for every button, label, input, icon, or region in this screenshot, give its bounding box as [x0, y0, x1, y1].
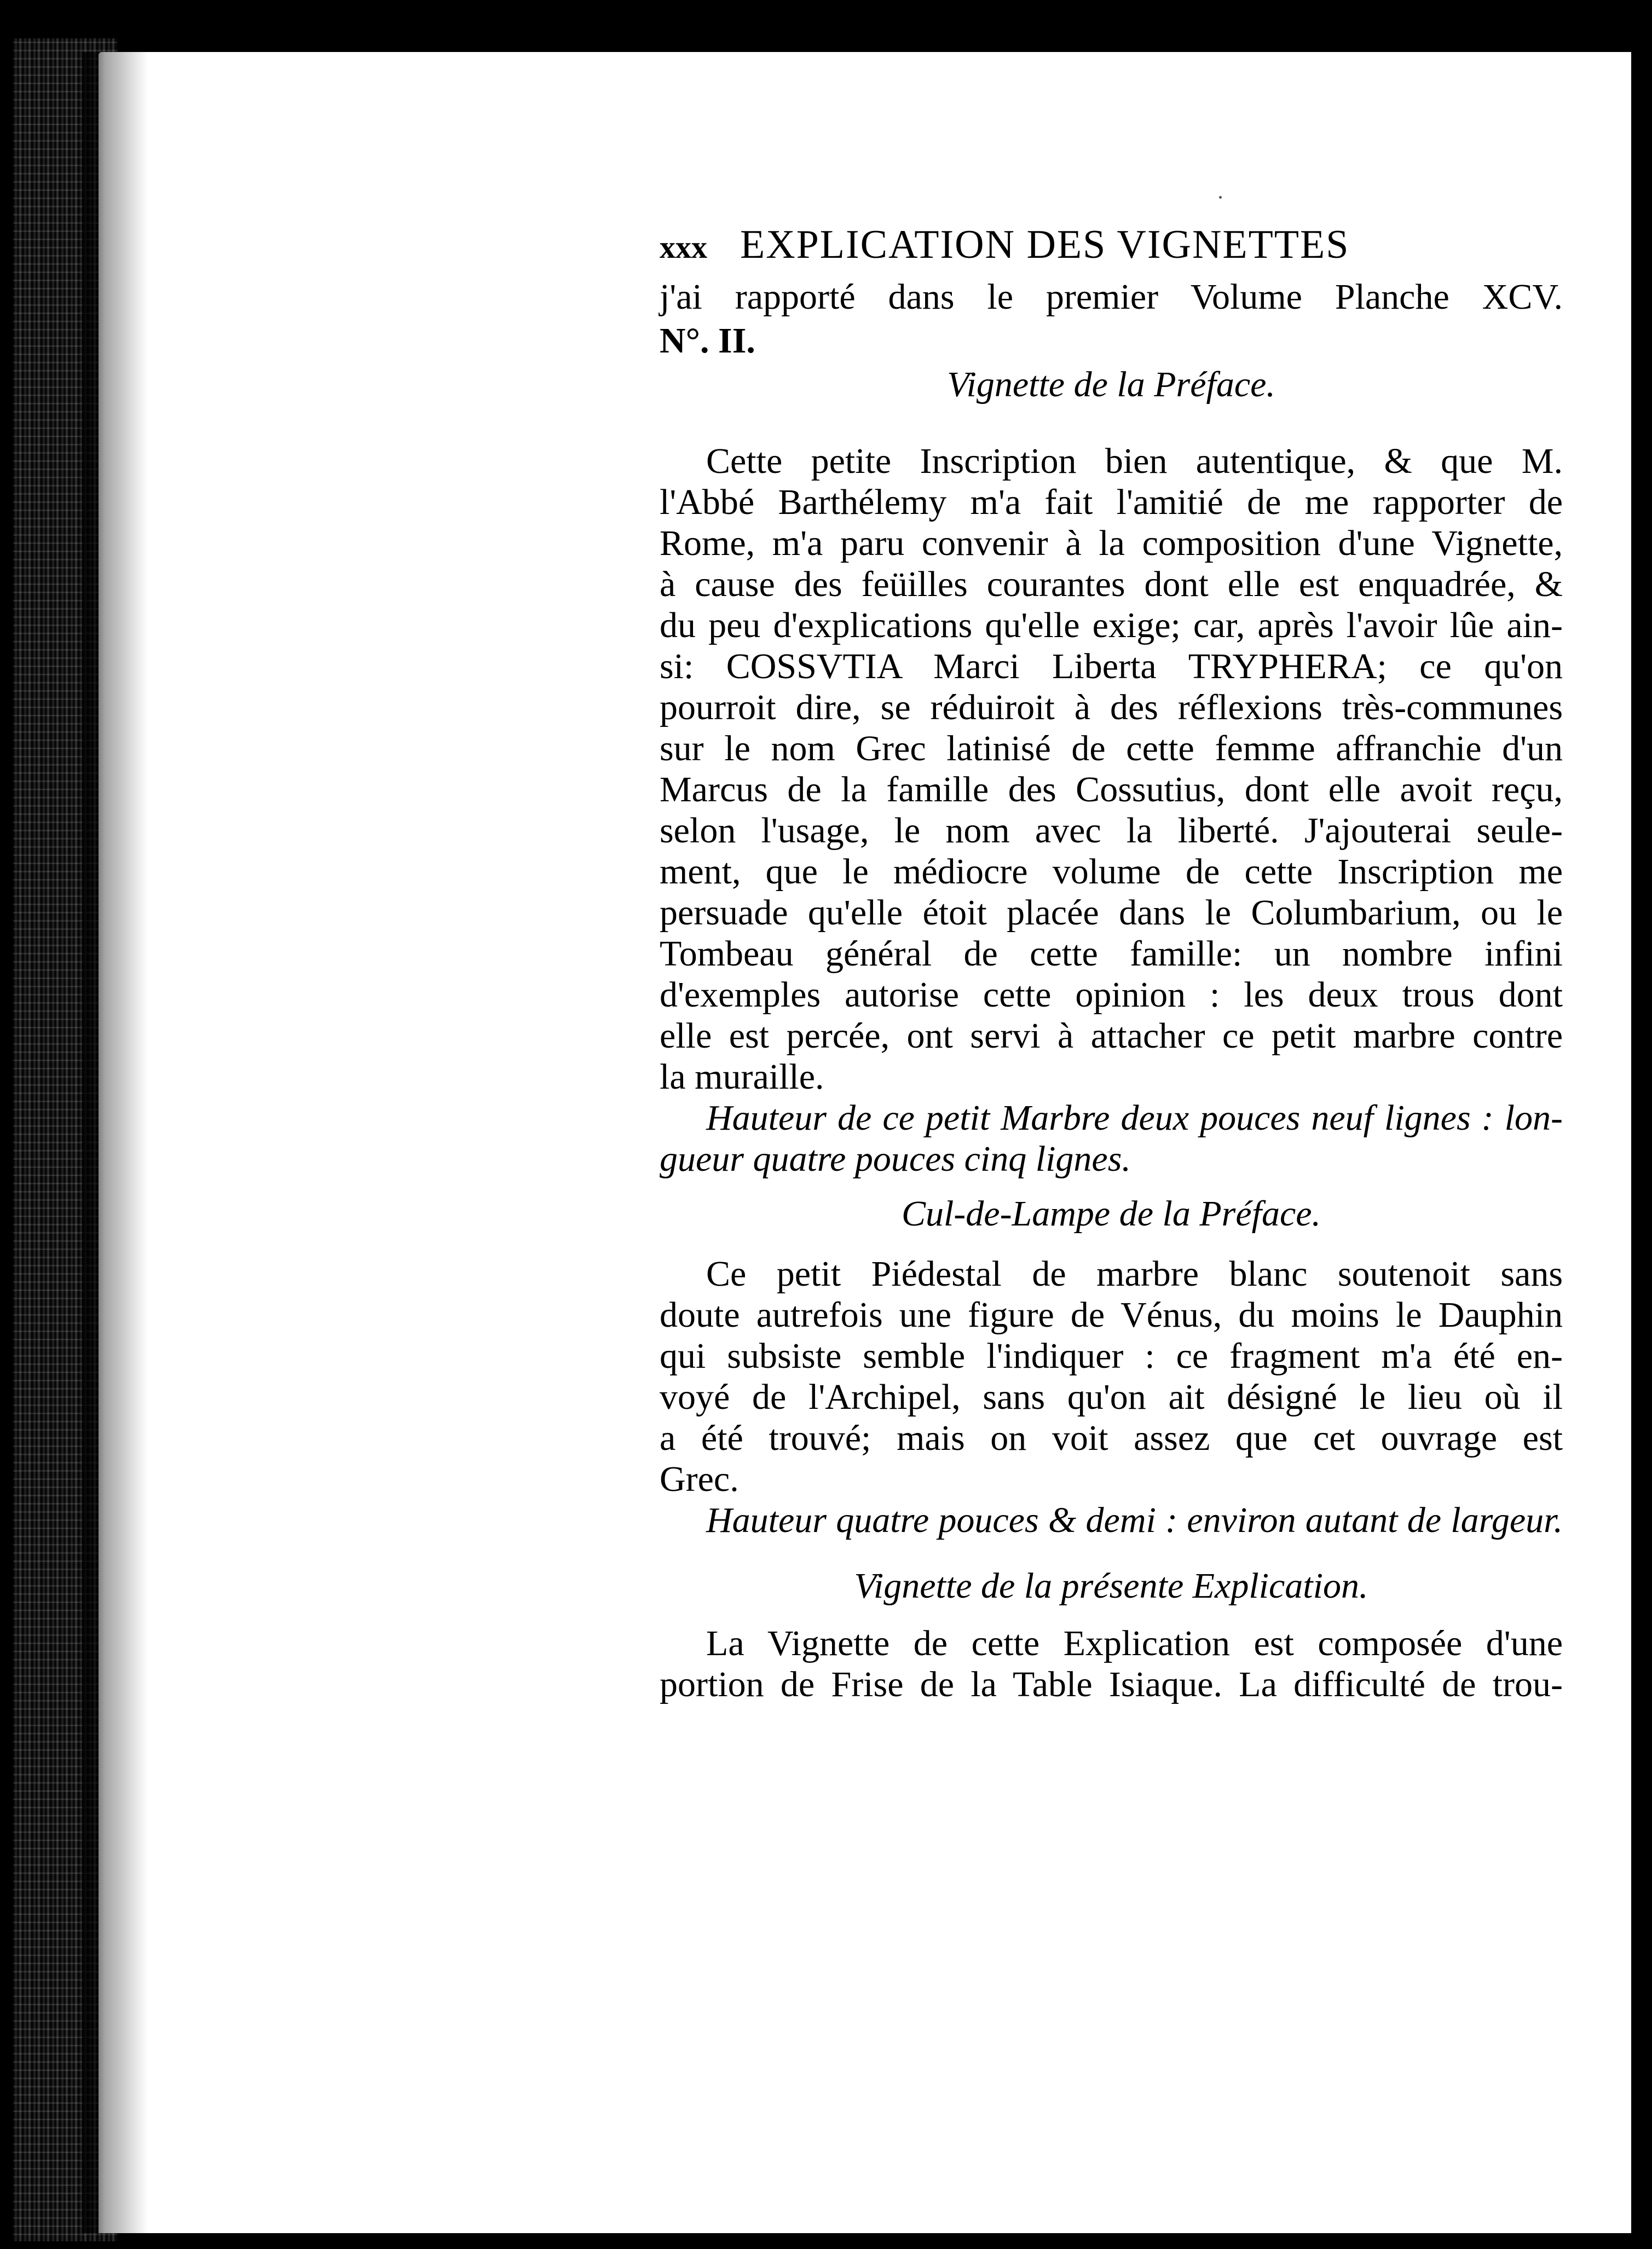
body-line: du peu d'explications qu'elle exige; car, après l'avoir lûe ain-	[660, 605, 1563, 645]
gutter-shadow	[82, 52, 148, 2233]
body-line: a été trouvé; mais on voit assez que cet ouvrage est	[660, 1418, 1563, 1458]
body-line: Ce petit Piédestal de marbre blanc soutenoit sans	[706, 1254, 1563, 1294]
body-line: elle est percée, ont servi à attacher ce petit marbre contre	[660, 1016, 1563, 1056]
body-line: d'exemples autorise cette opinion : les deux trous dont	[660, 975, 1563, 1015]
body-line: pourroit dire, se réduiroit à des réflexions très-communes	[660, 687, 1563, 727]
intro-line: N°. II.	[660, 321, 755, 361]
body-line: persuade qu'elle étoit placée dans le Columbarium, ou le	[660, 893, 1563, 933]
body-line: Marcus de la famille des Cossutius, dont elle avoit reçu,	[660, 770, 1563, 810]
body-line: la muraille.	[660, 1057, 824, 1097]
intro-line: j'ai rapporté dans le premier Volume Planche XCV.	[660, 277, 1563, 317]
dimensions-line: Hauteur quatre pouces & demi : environ autant de largeur.	[706, 1500, 1563, 1540]
body-line: sur le nom Grec latinisé de cette femme affranchie d'un	[660, 729, 1563, 768]
body-line: Tombeau général de cette famille: un nombre infini	[660, 934, 1563, 974]
body-line: Rome, m'a paru convenir à la composition d'une Vignette,	[660, 523, 1563, 563]
section-heading: Vignette de la présente Explication.	[854, 1566, 1368, 1606]
running-title: EXPLICATION DES VIGNETTES	[740, 222, 1350, 267]
body-line: Grec.	[660, 1459, 739, 1499]
body-line: qui subsiste semble l'indiquer : ce fragment m'a été en-	[660, 1336, 1563, 1376]
body-line: si: COSSVTIA Marci Liberta TRYPHERA; ce qu'on	[660, 646, 1563, 686]
ink-speck	[1219, 196, 1222, 199]
body-line: Cette petite Inscription bien autentique, & que M.	[706, 441, 1563, 481]
body-line: l'Abbé Barthélemy m'a fait l'amitié de me rapporter de	[660, 482, 1563, 522]
body-line: à cause des feüilles courantes dont elle est enquadrée, &	[660, 564, 1563, 604]
body-line: ment, que le médiocre volume de cette Inscription me	[660, 852, 1563, 892]
body-line: voyé de l'Archipel, sans qu'on ait désigné le lieu où il	[660, 1377, 1563, 1417]
body-line: portion de Frise de la Table Isiaque. La difficulté de trou-	[660, 1664, 1563, 1704]
dimensions-line: Hauteur de ce petit Marbre deux pouces neuf lignes : lon-	[706, 1098, 1563, 1138]
section-heading: Vignette de la Préface.	[947, 365, 1275, 404]
running-header	[660, 222, 1563, 268]
page-folio: xxx	[660, 229, 707, 265]
body-line: selon l'usage, le nom avec la liberté. J'ajouterai seule-	[660, 811, 1563, 851]
section-heading: Cul-de-Lampe de la Préface.	[901, 1194, 1321, 1234]
dimensions-line: gueur quatre pouces cinq lignes.	[660, 1139, 1131, 1179]
body-line: doute autrefois une figure de Vénus, du moins le Dauphin	[660, 1295, 1563, 1335]
body-line: La Vignette de cette Explication est composée d'une	[706, 1623, 1563, 1663]
